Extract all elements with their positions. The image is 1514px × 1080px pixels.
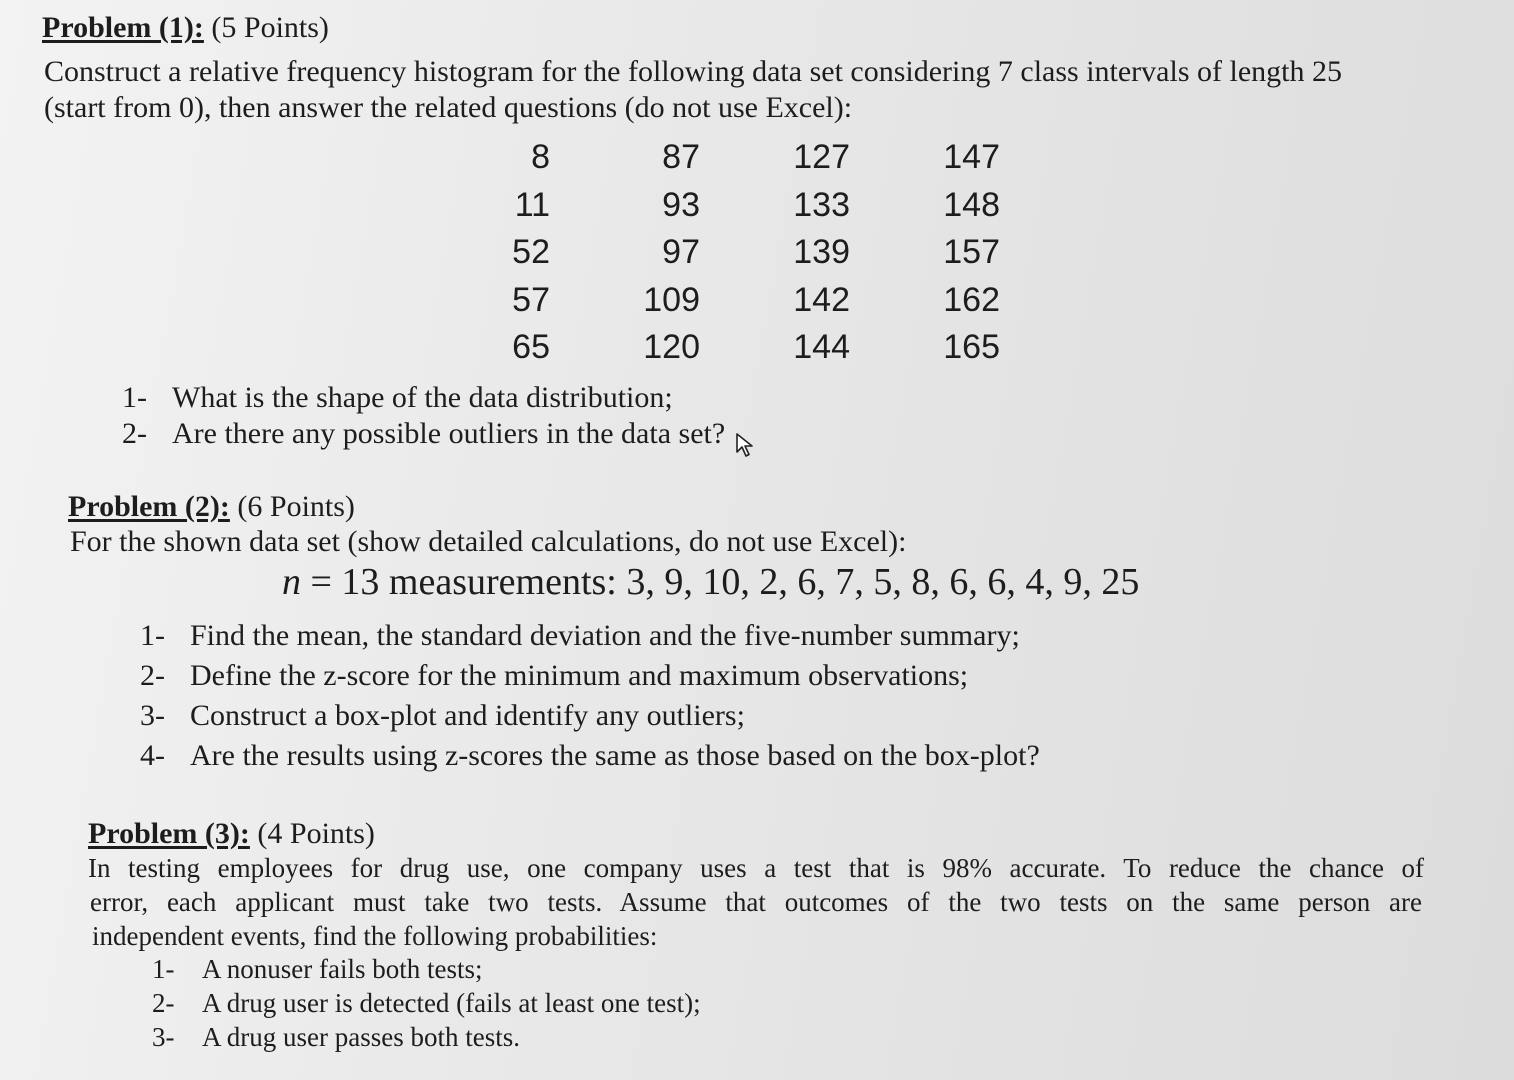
data-cell: 142 — [793, 280, 850, 319]
problem3-question-3 — [152, 1020, 520, 1054]
problem1-data-table — [440, 134, 1040, 372]
formula-values: = 13 measurements: 3, 9, 10, 2, 6, 7, 5, 8, 6, 6, 4, 9, 25 — [301, 561, 1140, 603]
data-cell: 57 — [512, 280, 550, 319]
question-number: 3- — [152, 1022, 175, 1052]
data-cell: 11 — [514, 185, 550, 224]
question-text: Define the z-score for the minimum and maximum observations; — [190, 659, 969, 692]
data-cell: 162 — [943, 280, 1000, 319]
problem2-title — [68, 489, 355, 525]
data-row — [440, 229, 1040, 277]
data-row — [440, 324, 1040, 372]
data-cell: 93 — [662, 185, 700, 224]
question-text: What is the shape of the data distribution; — [172, 381, 673, 414]
question-number: 2- — [152, 988, 175, 1018]
data-cell: 87 — [662, 138, 700, 177]
data-cell: 8 — [531, 138, 550, 177]
mouse-pointer-icon — [735, 432, 757, 458]
problem3-text-line3: independent events, find the following probabilities: — [92, 921, 658, 951]
problem1-points: (5 Points) — [211, 11, 329, 44]
data-row — [440, 182, 1040, 230]
problem2-question-1 — [140, 618, 1020, 654]
problem2-question-2 — [140, 658, 968, 694]
question-text: Are the results using z-scores the same as those based on the box-plot? — [190, 739, 1040, 772]
data-cell: 65 — [512, 328, 550, 367]
problem1-question-2 — [122, 416, 725, 452]
problem3-text-line2: error, each applicant must take two tests. Assume that outcomes of the two tests on the same person are — [90, 887, 1422, 917]
problem1-question-1 — [122, 380, 673, 416]
problem1-title — [42, 10, 329, 46]
data-row — [440, 277, 1040, 325]
question-text: A nonuser fails both tests; — [202, 954, 483, 984]
data-cell: 157 — [943, 233, 1000, 272]
data-cell: 120 — [643, 328, 700, 367]
problem3-text-line1: In testing employees for drug use, one company uses a test that is 98% accurate. To reduce the chance of — [88, 853, 1424, 883]
data-cell: 147 — [943, 138, 1000, 177]
question-number: 1- — [122, 381, 147, 414]
problem3-question-1 — [152, 952, 482, 986]
problem2-question-4 — [140, 738, 1040, 774]
problem2-label: Problem (2): — [68, 490, 230, 523]
problem1-text-line2: (start from 0), then answer the related questions (do not use Excel): — [44, 91, 853, 124]
question-text: A drug user is detected (fails at least one test); — [202, 988, 701, 1018]
question-number: 3- — [140, 699, 165, 732]
data-cell: 165 — [943, 328, 1000, 367]
problem3-label: Problem (3): — [88, 817, 250, 850]
data-row — [440, 134, 1040, 182]
data-cell: 148 — [943, 185, 1000, 224]
problem3-question-2 — [152, 986, 701, 1020]
data-cell: 144 — [793, 328, 850, 367]
question-number: 1- — [140, 619, 165, 652]
problem2-formula — [282, 560, 1139, 604]
problem2-question-3 — [140, 698, 745, 734]
data-cell: 133 — [793, 185, 850, 224]
formula-variable: n — [282, 561, 301, 603]
question-text: Are there any possible outliers in the data set? — [172, 417, 726, 450]
problem2-points: (6 Points) — [237, 490, 355, 523]
data-cell: 127 — [793, 138, 850, 177]
question-number: 4- — [140, 739, 165, 772]
question-number: 1- — [152, 954, 175, 984]
question-text: Find the mean, the standard deviation and the five-number summary; — [190, 619, 1020, 652]
problem3-points: (4 Points) — [257, 817, 375, 850]
data-cell: 139 — [793, 233, 850, 272]
data-cell: 97 — [662, 233, 700, 272]
problem1-text-line1: Construct a relative frequency histogram for the following data set considering 7 class intervals of length 25 — [44, 55, 1342, 88]
data-cell: 109 — [643, 280, 700, 319]
question-number: 2- — [122, 417, 147, 450]
question-text: Construct a box-plot and identify any outliers; — [190, 699, 745, 732]
data-cell: 52 — [512, 233, 550, 272]
question-number: 2- — [140, 659, 165, 692]
question-text: A drug user passes both tests. — [202, 1022, 520, 1052]
problem2-text: For the shown data set (show detailed calculations, do not use Excel): — [70, 525, 907, 558]
problem3-title — [88, 816, 375, 852]
problem1-label: Problem (1): — [42, 11, 204, 44]
